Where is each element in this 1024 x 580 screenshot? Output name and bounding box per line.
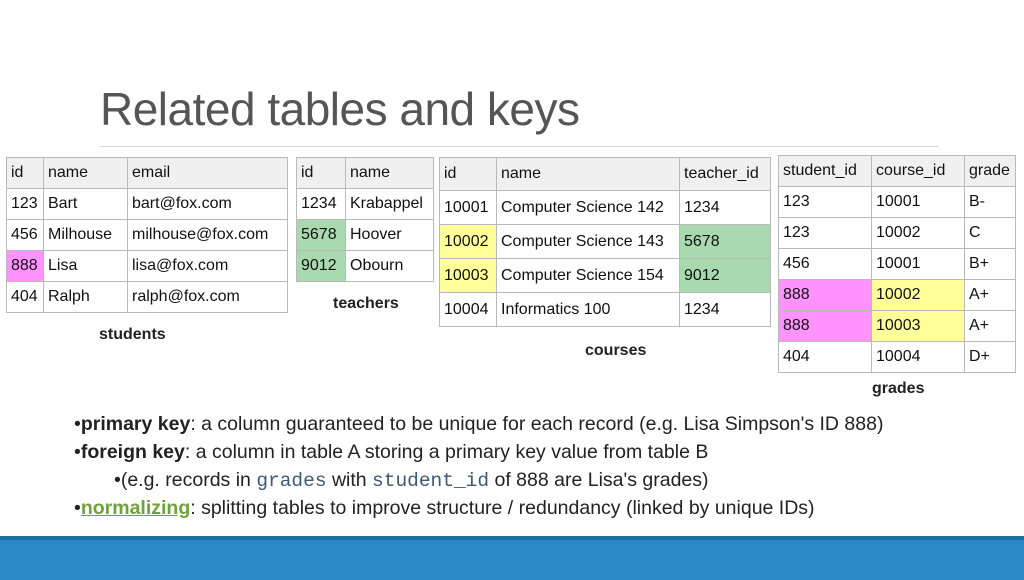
column-header: course_id [872, 156, 965, 187]
table-cell-highlighted: 888 [779, 280, 872, 311]
table-row [440, 259, 771, 293]
column-header: name [44, 158, 128, 189]
bullet-term: primary key [80, 413, 191, 435]
courses-table [439, 157, 771, 327]
table-cell: Krabappel [346, 189, 434, 220]
table-cell: Informatics 100 [497, 293, 680, 327]
table-cell: Ralph [44, 282, 128, 313]
teachers-caption: teachers [333, 295, 399, 312]
table-cell: Milhouse [44, 220, 128, 251]
footer-bar [0, 536, 1024, 580]
slide-title: Related tables and keys [100, 83, 580, 135]
bullet-normalizing [74, 494, 994, 522]
table-cell: 123 [779, 187, 872, 218]
grades-caption: grades [872, 380, 925, 397]
table-row [779, 249, 1016, 280]
table-cell: 1234 [680, 293, 771, 327]
table-cell: 1234 [297, 189, 346, 220]
table-cell: 10002 [872, 218, 965, 249]
table-cell: 456 [779, 249, 872, 280]
table-cell: bart@fox.com [128, 189, 288, 220]
title-divider [100, 146, 938, 147]
courses-caption: courses [585, 342, 647, 359]
table-row [440, 225, 771, 259]
column-header: teacher_id [680, 158, 771, 191]
table-cell: B+ [965, 249, 1016, 280]
column-header: name [497, 158, 680, 191]
column-header: id [440, 158, 497, 191]
bullet-text: : a column guaranteed to be unique for each record (e.g. Lisa Simpson's ID 888) [190, 413, 884, 435]
table-cell: D+ [965, 342, 1016, 373]
column-header: student_id [779, 156, 872, 187]
table-row [7, 251, 288, 282]
bullet-text: : a column in table A storing a primary key value from table B [184, 441, 709, 463]
table-cell: 10004 [440, 293, 497, 327]
table-cell: 123 [779, 218, 872, 249]
table-cell-highlighted: 5678 [297, 220, 346, 251]
column-header: email [128, 158, 288, 189]
table-row [297, 251, 434, 282]
students-table [6, 157, 288, 313]
table-cell: B- [965, 187, 1016, 218]
table-cell: A+ [965, 311, 1016, 342]
table-row [297, 220, 434, 251]
table-cell: Computer Science 143 [497, 225, 680, 259]
code-student-id: student_id [372, 470, 490, 492]
table-cell: 10001 [440, 191, 497, 225]
bullet-text: (e.g. records in [120, 469, 257, 491]
table-cell: 123 [7, 189, 44, 220]
table-cell: Computer Science 142 [497, 191, 680, 225]
code-grades: grades [256, 470, 327, 492]
bullet-foreign-key-example [74, 466, 994, 494]
table-cell: Bart [44, 189, 128, 220]
table-cell-highlighted: 5678 [680, 225, 771, 259]
bullet-foreign-key [74, 438, 994, 466]
bullet-marker: • [74, 413, 81, 435]
table-cell: A+ [965, 280, 1016, 311]
table-row [779, 218, 1016, 249]
table-row [779, 187, 1016, 218]
table-cell-highlighted: 9012 [297, 251, 346, 282]
table-row [7, 189, 288, 220]
column-header: grade [965, 156, 1016, 187]
bullet-text: : splitting tables to improve structure / redundancy (linked by unique IDs) [190, 497, 815, 519]
bullet-marker: • [74, 497, 81, 519]
table-cell-highlighted: 10002 [440, 225, 497, 259]
grades-table [778, 155, 1016, 373]
table-cell-highlighted: 888 [7, 251, 44, 282]
table-row [779, 311, 1016, 342]
table-cell: 404 [779, 342, 872, 373]
table-cell: C [965, 218, 1016, 249]
table-row [440, 293, 771, 327]
table-row [440, 191, 771, 225]
bullet-text: with [326, 469, 373, 491]
table-cell: lisa@fox.com [128, 251, 288, 282]
table-cell: 10004 [872, 342, 965, 373]
bullet-marker: • [74, 441, 81, 463]
table-header-row [7, 158, 288, 189]
table-cell: Computer Science 154 [497, 259, 680, 293]
table-cell: 1234 [680, 191, 771, 225]
table-header-row [297, 158, 434, 189]
table-cell: Obourn [346, 251, 434, 282]
table-cell-highlighted: 10003 [872, 311, 965, 342]
table-header-row [440, 158, 771, 191]
students-caption: students [99, 326, 166, 343]
column-header: id [7, 158, 44, 189]
table-row [7, 282, 288, 313]
column-header: id [297, 158, 346, 189]
table-cell: 404 [7, 282, 44, 313]
bullet-marker: • [114, 469, 121, 491]
table-cell: milhouse@fox.com [128, 220, 288, 251]
table-cell: Hoover [346, 220, 434, 251]
table-row [297, 189, 434, 220]
table-cell: ralph@fox.com [128, 282, 288, 313]
bullet-list [74, 410, 994, 522]
normalizing-link[interactable]: normalizing [80, 497, 191, 519]
table-cell-highlighted: 9012 [680, 259, 771, 293]
bullet-primary-key [74, 410, 994, 438]
table-cell-highlighted: 888 [779, 311, 872, 342]
table-row [779, 342, 1016, 373]
table-header-row [779, 156, 1016, 187]
table-cell-highlighted: 10003 [440, 259, 497, 293]
table-row [7, 220, 288, 251]
table-cell: 456 [7, 220, 44, 251]
table-cell: 10001 [872, 249, 965, 280]
bullet-text: of 888 are Lisa's grades) [489, 469, 709, 491]
bullet-term: foreign key [80, 441, 185, 463]
table-cell: 10001 [872, 187, 965, 218]
table-row [779, 280, 1016, 311]
table-cell: Lisa [44, 251, 128, 282]
teachers-table [296, 157, 434, 282]
table-cell-highlighted: 10002 [872, 280, 965, 311]
column-header: name [346, 158, 434, 189]
